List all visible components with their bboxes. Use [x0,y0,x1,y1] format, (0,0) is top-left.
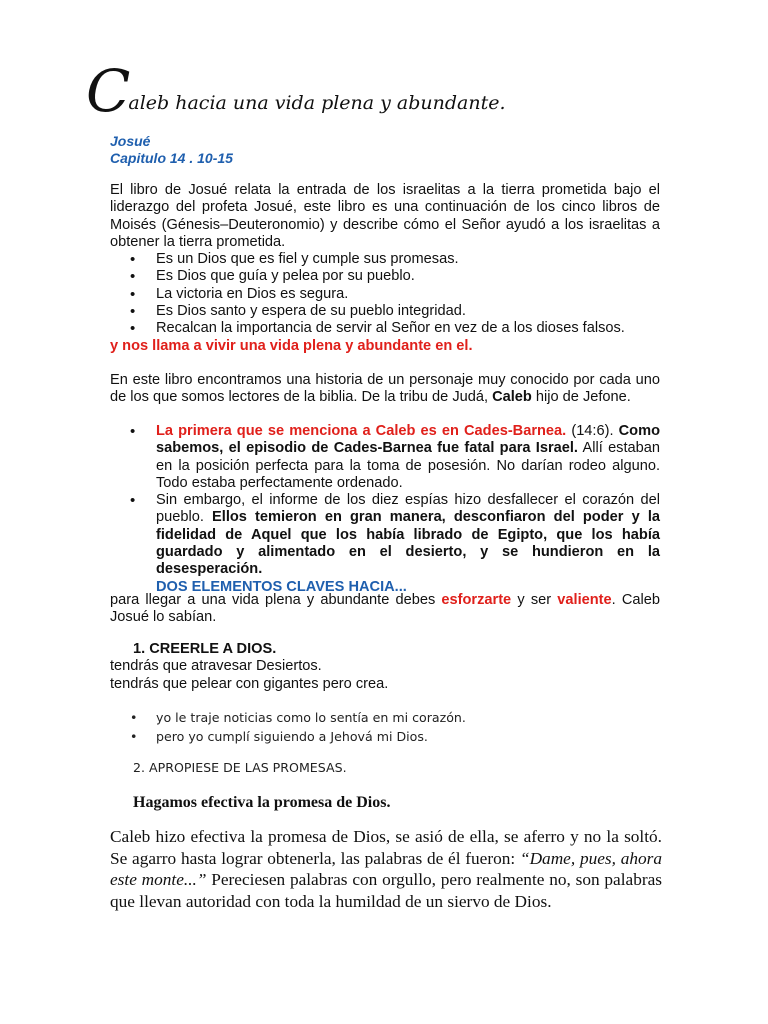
chapter-reference: Capitulo 14 . 10-15 [110,150,233,166]
caleb-intro-text-b: hijo de Jefone. [531,389,631,406]
list-item: • pero yo cumplí siguiendo a Jehová mi Dios. [110,727,660,746]
spies-bold-text: Ellos temieron en gran manera, desconfiaron del poder y la fidelidad de Aquel que los había librado de Egipto, que los había guardado y alimentado en el desierto, y se hundieron en la desesperación. [156,509,661,578]
book-name: Josué [110,133,151,149]
title-dropcap: C [86,57,131,125]
call-to-action-red: y nos llama a vivir una vida plena y abundante en el. [110,338,473,354]
keys-text-b: y ser [511,592,558,608]
caleb-name: Caleb [492,389,532,406]
list-item: • Es un Dios que es fiel y cumple sus promesas. [110,251,660,268]
closing-text-b: Pereciesen palabras con orgullo, pero realmente no, son palabras que llevan autoridad con toda la humildad de un siervo de Dios. [110,870,662,911]
intro-paragraph: El libro de Josué relata la entrada de los israelitas a la tierra prometida bajo el liderazgo del profeta Josué, este libro es una continuación de los cinco libros de Moisés (Génesis–Deuteronomio) y describe cómo el Señor ayudó a los israelitas a obtener la tierra prometida. [110,182,660,250]
closing-text-a: Caleb hizo efectiva la promesa de Dios, se asió de ella, se aferro y no la soltó. Se agarro hasta lograr obtenerla, las palabras de él fueron: [110,827,662,868]
point-1-heading: 1. CREERLE A DIOS. [133,641,277,657]
testimony-bullet-list [110,708,660,746]
list-item: • Es Dios que guía y pelea por su pueblo. [110,268,660,285]
caleb-bullet-list [110,423,660,596]
keys-text-c: . Caleb Josué lo sabían. [110,592,660,626]
keys-text-a: para llegar a una vida plena y abundante debes [110,592,442,608]
cades-red-text: La primera que se menciona a Caleb es en Cades-Barnea. [156,423,567,439]
caleb-intro-text-a: En este libro encontramos una historia de un personaje muy conocido por cada uno de los que somos lectores de la biblia. De la tribu de Judá, [110,372,660,406]
key-elements-heading: DOS ELEMENTOS CLAVES HACIA... [156,578,407,595]
list-item: • La victoria en Dios es segura. [110,286,660,303]
list-item-spies [110,492,660,596]
list-item: • Es Dios santo y espera de su pueblo integridad. [110,303,660,320]
deserts-line: tendrás que atravesar Desiertos. [110,658,322,674]
esforzarte-word: esforzarte [441,592,512,608]
cades-plain-text: Allí estaban en la posición perfecta para la toma de posesión. No darían rodeo alguno. Todo estaba perfectamente ordenado. [156,440,661,491]
list-item: • Recalcan la importancia de servir al Señor en vez de a los dioses falsos. [110,320,660,337]
closing-quote: “Dame, pues, ahora este monte...” [110,848,662,889]
cades-reference: (14:6). [566,423,614,439]
page-title [86,57,506,125]
cades-bold-text: Como sabemos, el episodio de Cades-Barnea fue fatal para Israel. [156,423,660,457]
point-2-heading: 2. APROPIESE DE LAS PROMESAS. [133,760,347,775]
list-item: • yo le traje noticias como lo sentía en mi corazón. [110,708,660,727]
intro-bullet-list [110,251,660,337]
section-heading: Hagamos efectiva la promesa de Dios. [133,794,391,811]
spies-plain-text: Sin embargo, el informe de los diez espías hizo desfallecer el corazón del pueblo. [156,492,660,526]
caleb-intro-paragraph [110,372,660,407]
valiente-word: valiente [557,592,612,608]
keys-paragraph [110,592,660,627]
giants-line: tendrás que pelear con gigantes pero crea. [110,676,389,692]
list-item-cades-barnea [110,423,660,492]
closing-paragraph [110,826,662,912]
title-text: aleb hacia una vida plena y abundante. [128,92,506,114]
